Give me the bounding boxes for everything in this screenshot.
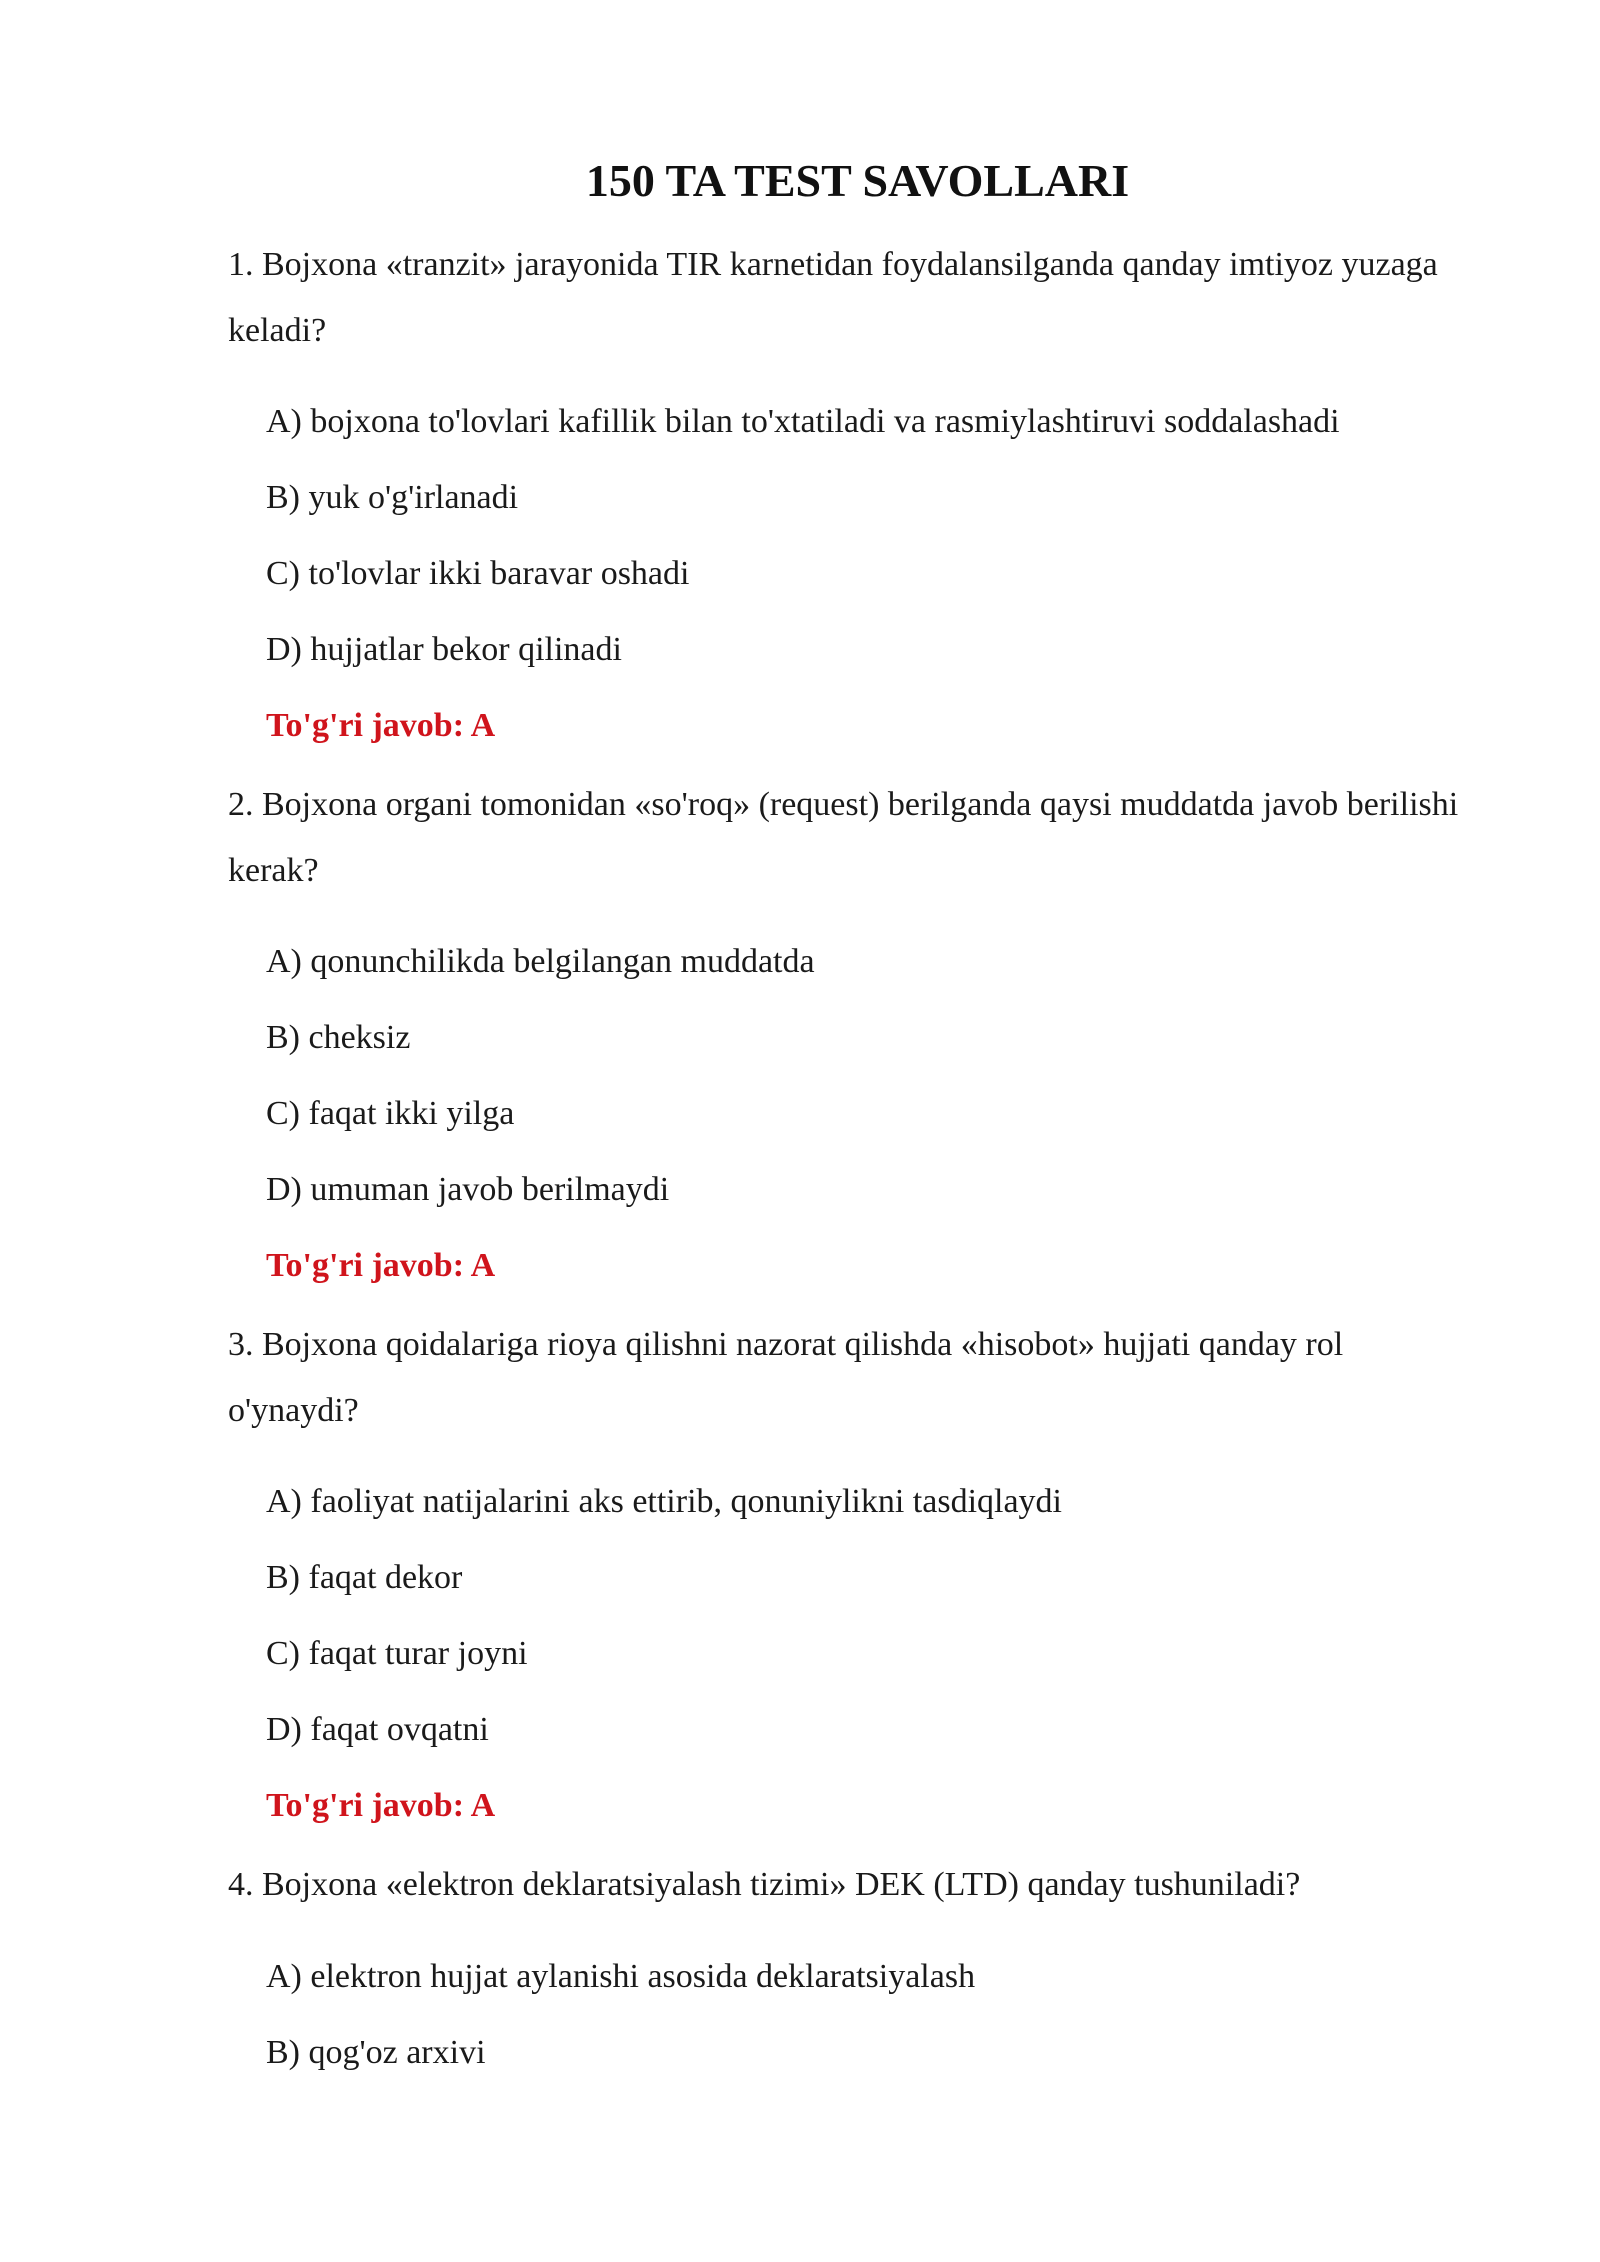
question-3-option-d: D) faqat ovqatni [266, 1711, 489, 1748]
question-2-option-b: B) cheksiz [266, 1019, 411, 1056]
question-2-option-c: C) faqat ikki yilga [266, 1095, 515, 1132]
question-3-option-b: B) faqat dekor [266, 1559, 463, 1596]
question-1-text: 1. Bojxona «tranzit» jarayonida TIR karnetidan foydalansilganda qanday imtiyoz yuzaga keladi? [228, 246, 1438, 349]
question-2-option-a: A) qonunchilikda belgilangan muddatda [266, 943, 815, 980]
question-4-option-b: B) qog'oz arxivi [266, 2034, 486, 2071]
question-2-correct-answer: To'g'ri javob: A [266, 1247, 496, 1284]
question-1-option-a: A) bojxona to'lovlari kafillik bilan to'xtatiladi va rasmiylashtiruvi soddalashadi [266, 403, 1340, 440]
question-1-option-b: B) yuk o'g'irlanadi [266, 479, 519, 516]
question-4-text: 4. Bojxona «elektron deklaratsiyalash tizimi» DEK (LTD) qanday tushuniladi? [228, 1866, 1301, 1903]
question-1-option-c: C) to'lovlar ikki baravar oshadi [266, 555, 690, 592]
question-1-option-d: D) hujjatlar bekor qilinadi [266, 631, 622, 668]
question-3-correct-answer: To'g'ri javob: A [266, 1787, 496, 1824]
question-3-option-c: C) faqat turar joyni [266, 1635, 528, 1672]
question-2-option-d: D) umuman javob berilmaydi [266, 1171, 670, 1208]
question-3-text: 3. Bojxona qoidalariga rioya qilishni nazorat qilishda «hisobot» hujjati qanday rol o'ynaydi? [228, 1326, 1344, 1429]
question-1-correct-answer: To'g'ri javob: A [266, 707, 496, 744]
page-title: 150 TA TEST SAVOLLARI [585, 155, 1130, 206]
question-4-option-a: A) elektron hujjat aylanishi asosida deklaratsiyalash [266, 1958, 976, 1995]
question-2-text: 2. Bojxona organi tomonidan «so'roq» (request) berilganda qaysi muddatda javob berilishi kerak? [228, 786, 1459, 889]
question-3-option-a: A) faoliyat natijalarini aks ettirib, qonuniylikni tasdiqlaydi [266, 1483, 1062, 1520]
